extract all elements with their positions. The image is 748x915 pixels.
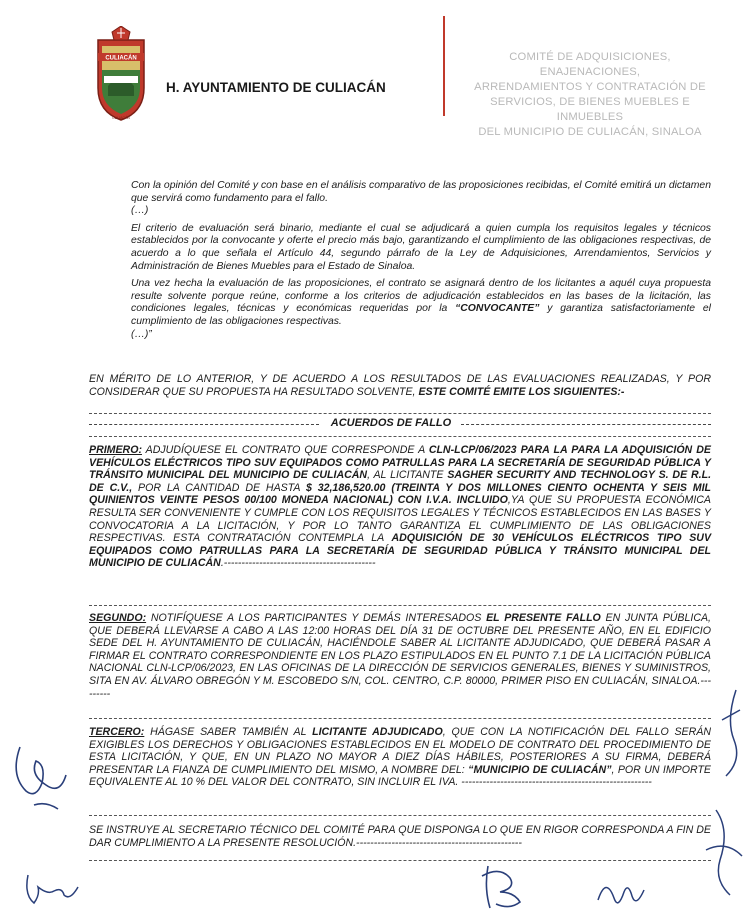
separator-line: [89, 436, 711, 437]
acuerdos-title: ACUERDOS DE FALLO: [330, 417, 452, 429]
signature-right-margin: [696, 680, 748, 915]
segundo-paragraph: SEGUNDO: NOTIFÍQUESE A LOS PARTICIPANTES Y DEMÁS INTERESADOS EL PRESENTE FALLO EN JUNTA PÚBLICA, QUE DEBERÁ LLEVARSE A CABO A LAS 12:00 HORAS DEL DÍA 31 DE OCTUBRE DEL PRESENTE AÑO, EN EL EDIFICIO SEDE DEL H. AYUNTAMIENTO DE CULIACÁN, HACIÉNDOLE SABER AL LICITANTE ADJUDICADO, QUE DEBERÁ PASAR A FIRMAR EL CONTRATO CORRESPONDIENTE EN LOS PLAZO ESTIPULADOS EN EL PUNTO 7.1 DE LA LICITACIÓN PÚBLICA NACIONAL CLN-LCP/06/2023, EN LAS OFICINAS DE LA DIRECCIÓN DE SERVICIOS GENERALES, BIENES Y SUMINISTROS, SITA EN AV. ÁLVARO OBREGÓN Y M. ESCOBEDO S/N, COL. CENTRO, C.P. 80000, PRIMER PISO EN CULIACÁN, SINALOA.---------: [89, 612, 711, 700]
merito-paragraph: EN MÉRITO DE LO ANTERIOR, Y DE ACUERDO A LOS RESULTADOS DE LAS EVALUACIONES REALIZADAS, Y POR CONSIDERAR QUE SU PROPUESTA HA RESULTADO SOLVENTE, ESTE COMITÉ EMITE LOS SIGUIENTES:-: [89, 373, 711, 398]
committee-line: DEL MUNICIPIO DE CULIACÁN, SINALOA: [478, 126, 702, 138]
committee-line: COMITÉ DE ADQUISICIONES, ENAJENACIONES,: [509, 51, 671, 78]
separator-line: [89, 860, 711, 861]
signature-bottom-center: [470, 858, 530, 914]
primero-paragraph: PRIMERO: ADJUDÍQUESE EL CONTRATO QUE CORRESPONDE A CLN-LCP/06/2023 PARA LA PARA LA ADQUISICIÓN DE VEHÍCULOS ELÉCTRICOS TIPO SUV EQUIPADOS COMO PATRULLAS PARA LA SECRETARÍA DE SEGURIDAD PÚBLICA Y TRÁNSITO MUNICIPAL DEL MUNICIPIO DE CULIACÁN, AL LICITANTE SAGHER SECURITY AND TECHNOLOGY S. DE R.L. DE C.V., POR LA CANTIDAD DE HASTA $ 32,186,520.00 (TREINTA Y DOS MILLONES CIENTO OCHENTA Y SEIS MIL QUINIENTOS VEINTE PESOS 00/100 MONEDA NACIONAL) CON I.V.A. INCLUIDO,YA QUE SU PROPUESTA ECONÓMICA RESULTA SER CONVENIENTE Y CUMPLE CON LOS REQUISITOS LEGALES Y TÉCNICOS ESTABLECIDOS EN LAS BASES Y CONVOCATORIA A LA LICITACIÓN, Y POR LO TANTO GARANTIZA EL CUMPLIMIENTO DE LAS OBLIGACIONES RESPECTIVAS. ESTA CONTRATACIÓN CONTEMPLA LA ADQUISICIÓN DE 30 VEHÍCULOS ELÉCTRICOS TIPO SUV EQUIPADOS COMO PATRULLAS PARA LA SECRETARÍA DE SEGURIDAD PÚBLICA Y TRÁNSITO MUNICIPAL DEL MUNICIPIO DE CULIACÁN.-------------------------------------------: [89, 444, 712, 570]
signature-bottom-left: [20, 865, 90, 913]
separator-line: [89, 413, 711, 414]
separator-line: [89, 718, 711, 719]
tercero-paragraph: TERCERO: HÁGASE SABER TAMBIÉN AL LICITANTE ADJUDICADO, QUE CON LA NOTIFICACIÓN DEL FALLO SERÁN EXIGIBLES LOS DERECHOS Y OBLIGACIONES ESTABLECIDOS EN EL MODELO DE CONTRATO DEL PROCEDIMIENTO DE ESTA LICITACIÓN, Y QUE, EN UN PLAZO NO MAYOR A DIEZ DÍAS HÁBILES, POSTERIORES A SU FIRMA, DEBERÁ PRESENTAR LA FIANZA DE CUMPLIMIENTO DEL MISMO, A NOMBRE DEL: “MUNICIPIO DE CULIACÁN”, POR UN IMPORTE EQUIVALENTE AL 10 % DEL VALOR DEL CONTRATO, SIN INCLUIR EL IVA. ------------------------------------------------------: [89, 726, 711, 789]
acuerdos-heading: [89, 417, 711, 431]
quote-paragraph-2: El criterio de evaluación será binario, mediante el cual se adjudicará a quien cumpla los requisitos legales y técnicos establecidos por la convocante y oferte el precio más bajo, garantizando el cumplimiento de las obligaciones respectivas, de acuerdo a lo que señala el Artículo 44, segundo párrafo de la Ley de Adquisiciones, Arrendamientos, Servicios y Administración de Bienes Muebles para el Estado de Sinaloa.: [131, 222, 711, 272]
tercero-label: TERCERO:: [89, 726, 145, 738]
committee-line: SERVICIOS, DE BIENES MUEBLES E INMUEBLES: [490, 96, 690, 123]
quote-paragraph-3: Una vez hecha la evaluación de las proposiciones, el contrato se asignará dentro de los licitantes a aquél cuya propuesta resulte solvente porque reúne, conforme a los criterios de adjudicación establecidos en las bases de la licitación, las condiciones legales, técnicas y económicas requeridas por la “CONVOCANTE” y garantiza satisfactoriamente el cumplimiento de las obligaciones respectivas. (…)”: [131, 278, 711, 340]
quote-block: [131, 180, 711, 341]
separator-line: [89, 605, 711, 606]
seal-text-top: CULIACÁN: [105, 55, 137, 62]
separator-line: [89, 815, 711, 816]
committee-line: ARRENDAMIENTOS Y CONTRATACIÓN DE: [474, 81, 706, 93]
segundo-label: SEGUNDO:: [89, 612, 147, 624]
header-title: H. AYUNTAMIENTO DE CULIACÁN: [166, 80, 386, 95]
header-divider: [443, 16, 445, 116]
signature-bottom-right: [592, 870, 652, 914]
committee-name: [458, 50, 722, 140]
instruye-paragraph: SE INSTRUYE AL SECRETARIO TÉCNICO DEL COMITÉ PARA QUE DISPONGA LO QUE EN RIGOR CORRESPONDA A FIN DE DAR CUMPLIMIENTO A LA PRESENTE RESOLUCIÓN.-----------------------------------------------: [89, 824, 711, 849]
municipal-seal-logo: [88, 26, 154, 122]
seal-text-bottom: CULIACÁN: [112, 116, 130, 120]
quote-paragraph-1: Con la opinión del Comité y con base en el análisis comparativo de las proposiciones recibidas, el Comité emitirá un dictamen que servirá como fundamento para el fallo. (…): [131, 180, 711, 217]
primero-label: PRIMERO:: [89, 444, 142, 456]
signature-left: [6, 735, 78, 815]
